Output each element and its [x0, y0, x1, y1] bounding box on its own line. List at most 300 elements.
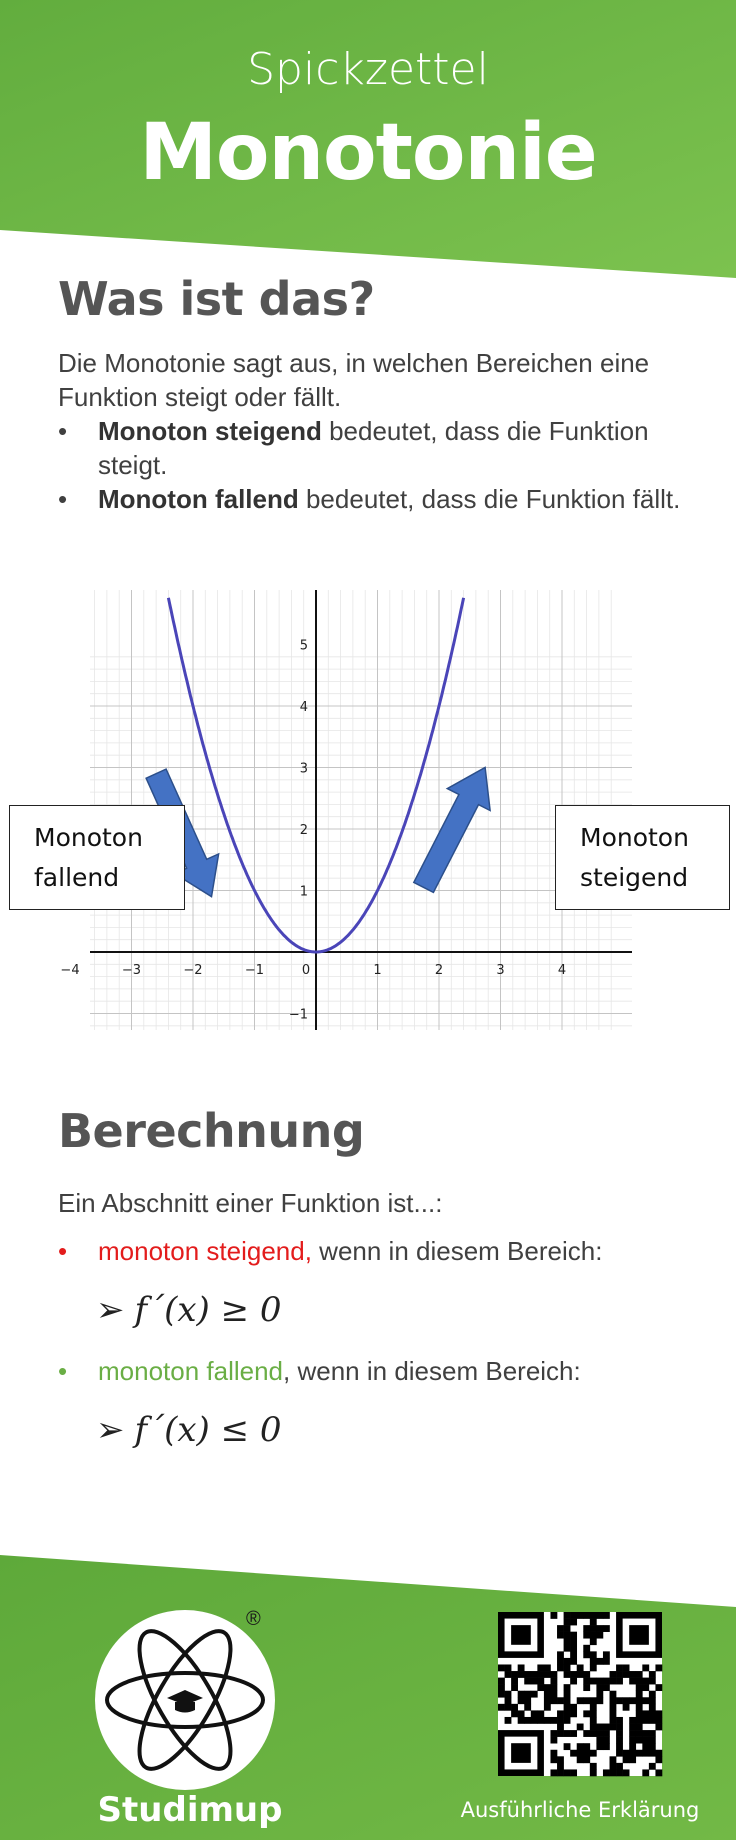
qr-module: [655, 1756, 662, 1763]
qr-module: [550, 1756, 557, 1763]
qr-module: [629, 1750, 636, 1757]
qr-module: [603, 1625, 610, 1632]
qr-module: [636, 1730, 643, 1737]
qr-module: [623, 1756, 630, 1763]
qr-module: [590, 1612, 597, 1619]
header-subtitle: Spickzettel: [247, 44, 489, 95]
qr-module: [583, 1750, 590, 1757]
qr-module: [583, 1684, 590, 1691]
qr-module: [531, 1710, 538, 1717]
qr-module: [524, 1691, 531, 1698]
bullet-symbol: •: [58, 1356, 68, 1386]
qr-module: [629, 1671, 636, 1678]
qr-module: [616, 1697, 623, 1704]
qr-module: [616, 1743, 623, 1750]
qr-module: [564, 1658, 571, 1665]
qr-module: [629, 1756, 636, 1763]
qr-module: [557, 1651, 564, 1658]
callout-line: steigend: [580, 863, 689, 892]
qr-module: [623, 1671, 630, 1678]
qr-module: [636, 1684, 643, 1691]
qr-module: [557, 1658, 564, 1665]
intro-text: Die Monotonie sagt aus, in welchen Bereichen eine Funktion steigt oder fällt.: [58, 348, 650, 412]
qr-module: [537, 1710, 544, 1717]
qr-module: [557, 1632, 564, 1639]
qr-module: [655, 1684, 662, 1691]
bullet-text: , wenn in diesem Bereich:: [283, 1356, 581, 1386]
qr-module: [570, 1678, 577, 1685]
qr-module: [570, 1619, 577, 1626]
qr-module: [642, 1684, 649, 1691]
qr-module: [557, 1625, 564, 1632]
qr-module: [524, 1717, 531, 1724]
x-tick-label: −2: [183, 963, 203, 978]
qr-module: [564, 1638, 571, 1645]
qr-module: [649, 1710, 656, 1717]
bullet-text: bedeutet, dass die Funktion fällt.: [298, 484, 681, 514]
qr-module: [577, 1756, 584, 1763]
qr-module: [623, 1704, 630, 1711]
qr-module: [550, 1612, 557, 1619]
qr-module: [649, 1704, 656, 1711]
qr-module: [505, 1691, 512, 1698]
qr-module: [583, 1710, 590, 1717]
qr-module: [616, 1724, 623, 1731]
qr-module: [596, 1697, 603, 1704]
qr-module: [590, 1724, 597, 1731]
qr-module: [524, 1704, 531, 1711]
formula-text: f´(x) ≤ 0: [134, 1410, 282, 1450]
header-title: Monotonie: [139, 108, 597, 198]
qr-module: [655, 1717, 662, 1724]
x-tick-label: 3: [496, 963, 505, 978]
qr-module: [511, 1710, 518, 1717]
qr-module: [610, 1769, 617, 1776]
x-tick-label: −3: [121, 963, 142, 978]
y-tick-label: 1: [299, 884, 308, 900]
qr-module: [577, 1743, 584, 1750]
atom-icon: [95, 1610, 275, 1790]
qr-module: [629, 1743, 636, 1750]
qr-module: [524, 1697, 531, 1704]
qr-module: [570, 1632, 577, 1639]
qr-module: [629, 1697, 636, 1704]
arrow-bullet-icon: ➢: [96, 1290, 125, 1330]
qr-module: [583, 1645, 590, 1652]
qr-module: [616, 1737, 623, 1744]
qr-module: [636, 1697, 643, 1704]
qr-module: [577, 1664, 584, 1671]
qr-module: [570, 1671, 577, 1678]
qr-module: [655, 1724, 662, 1731]
qr-module: [610, 1671, 617, 1678]
qr-module: [603, 1743, 610, 1750]
qr-module: [550, 1697, 557, 1704]
qr-module: [610, 1691, 617, 1698]
qr-module: [583, 1625, 590, 1632]
qr-module: [610, 1678, 617, 1685]
qr-module: [629, 1724, 636, 1731]
x-tick-label: 2: [434, 963, 444, 978]
formula-text: f´(x) ≥ 0: [134, 1290, 282, 1330]
qr-module: [649, 1678, 656, 1685]
qr-module: [557, 1756, 564, 1763]
qr-module: [564, 1664, 571, 1671]
qr-module: [583, 1671, 590, 1678]
qr-module: [537, 1671, 544, 1678]
x-tick-label: 1: [373, 963, 382, 978]
qr-module: [518, 1671, 525, 1678]
qr-module: [642, 1697, 649, 1704]
qr-module: [550, 1737, 557, 1744]
registered-mark: ®: [246, 1608, 261, 1630]
qr-module: [557, 1769, 564, 1776]
qr-module: [505, 1664, 512, 1671]
qr-module: [570, 1704, 577, 1711]
qr-module: [590, 1651, 597, 1658]
qr-module: [649, 1697, 656, 1704]
qr-module: [655, 1710, 662, 1717]
qr-module: [577, 1671, 584, 1678]
qr-module: [564, 1619, 571, 1626]
qr-module: [623, 1769, 630, 1776]
qr-module: [642, 1710, 649, 1717]
qr-module: [577, 1724, 584, 1731]
qr-module: [636, 1737, 643, 1744]
qr-module: [616, 1769, 623, 1776]
qr-module: [649, 1691, 656, 1698]
qr-module: [557, 1730, 564, 1737]
qr-module: [655, 1664, 662, 1671]
qr-module: [616, 1717, 623, 1724]
qr-module: [590, 1730, 597, 1737]
qr-module: [550, 1678, 557, 1685]
y-tick-label: 5: [299, 638, 308, 654]
qr-module: [564, 1717, 571, 1724]
qr-module: [564, 1645, 571, 1652]
qr-module: [590, 1769, 597, 1776]
callout-line: Monoton: [34, 823, 143, 852]
qr-module: [636, 1678, 643, 1685]
qr-module: [596, 1625, 603, 1632]
studimup-logo: [95, 1610, 275, 1790]
qr-module: [511, 1704, 518, 1711]
qr-module: [610, 1756, 617, 1763]
qr-module: [544, 1691, 551, 1698]
qr-module: [596, 1658, 603, 1665]
qr-module: [498, 1704, 505, 1711]
qr-module: [642, 1737, 649, 1744]
qr-module: [570, 1710, 577, 1717]
qr-module: [603, 1651, 610, 1658]
callout-monoton-steigend: [555, 805, 730, 910]
qr-module: [610, 1717, 617, 1724]
qr-module: [603, 1724, 610, 1731]
qr-module: [557, 1697, 564, 1704]
qr-module: [583, 1678, 590, 1685]
qr-module: [505, 1671, 512, 1678]
y-tick-label: 3: [299, 761, 308, 777]
bullet-symbol: •: [58, 484, 68, 514]
x-tick-label: −4: [60, 963, 80, 978]
bullet-text: wenn in diesem Bereich:: [311, 1236, 603, 1266]
qr-module: [537, 1664, 544, 1671]
qr-module: [564, 1697, 571, 1704]
qr-module: [649, 1743, 656, 1750]
qr-module: [544, 1704, 551, 1711]
qr-module: [636, 1750, 643, 1757]
qr-module: [590, 1678, 597, 1685]
bullet-bold-text: Monoton steigend: [98, 416, 322, 446]
qr-module: [603, 1684, 610, 1691]
qr-module: [590, 1619, 597, 1626]
qr-module: [531, 1678, 538, 1685]
qr-module: [505, 1717, 512, 1724]
qr-module: [590, 1658, 597, 1665]
qr-module: [629, 1717, 636, 1724]
qr-module: [623, 1664, 630, 1671]
qr-module: [649, 1717, 656, 1724]
qr-module: [596, 1737, 603, 1744]
qr-module: [583, 1612, 590, 1619]
qr-module: [649, 1750, 656, 1757]
arrow-up-icon: [414, 768, 490, 893]
qr-module: [498, 1684, 505, 1691]
qr-module: [642, 1730, 649, 1737]
qr-module: [603, 1678, 610, 1685]
qr-module: [642, 1717, 649, 1724]
qr-module: [590, 1750, 597, 1757]
y-tick-label: 2: [299, 823, 308, 838]
qr-module: [590, 1632, 597, 1639]
qr-module: [596, 1678, 603, 1685]
y-tick-label: −1: [288, 1007, 308, 1023]
qr-code[interactable]: [498, 1612, 662, 1776]
qr-module: [537, 1717, 544, 1724]
qr-module: [557, 1710, 564, 1717]
qr-module: [596, 1612, 603, 1619]
formula-decreasing: [96, 1410, 282, 1450]
qr-module: [557, 1664, 564, 1671]
bullet-text: bedeutet, dass die Funktion steigt.: [98, 416, 649, 480]
qr-module: [596, 1730, 603, 1737]
callout-line: Monoton: [580, 823, 689, 852]
qr-module: [636, 1671, 643, 1678]
qr-module: [616, 1678, 623, 1685]
colored-term: monoton steigend,: [98, 1236, 312, 1266]
qr-module: [557, 1717, 564, 1724]
bullet-bold-text: Monoton fallend: [98, 484, 299, 514]
qr-caption: Ausführliche Erklärung: [460, 1798, 700, 1822]
qr-module: [590, 1625, 597, 1632]
qr-module: [583, 1756, 590, 1763]
qr-module: [550, 1671, 557, 1678]
qr-module: [518, 1691, 525, 1698]
qr-module: [564, 1691, 571, 1698]
qr-module: [498, 1678, 505, 1685]
qr-module: [537, 1678, 544, 1685]
qr-module: [590, 1763, 597, 1770]
brand-name: Studimup: [97, 1790, 283, 1830]
qr-module: [590, 1704, 597, 1711]
qr-module: [564, 1730, 571, 1737]
qr-module: [603, 1730, 610, 1737]
qr-module: [623, 1697, 630, 1704]
qr-module: [583, 1651, 590, 1658]
qr-module: [518, 1697, 525, 1704]
qr-module: [590, 1664, 597, 1671]
bullet-symbol: •: [58, 416, 68, 446]
qr-module: [642, 1678, 649, 1685]
qr-module: [564, 1684, 571, 1691]
qr-module: [564, 1710, 571, 1717]
qr-module: [649, 1763, 656, 1770]
qr-module: [583, 1697, 590, 1704]
qr-module: [590, 1717, 597, 1724]
qr-module: [636, 1724, 643, 1731]
qr-module: [577, 1612, 584, 1619]
qr-module: [616, 1763, 623, 1770]
qr-module: [564, 1632, 571, 1639]
qr-module: [577, 1750, 584, 1757]
qr-module: [590, 1697, 597, 1704]
qr-module: [636, 1717, 643, 1724]
qr-module: [564, 1671, 571, 1678]
qr-module: [498, 1691, 505, 1698]
qr-module: [570, 1658, 577, 1665]
qr-module: [518, 1664, 525, 1671]
qr-module: [583, 1730, 590, 1737]
qr-module: [531, 1691, 538, 1698]
qr-module: [649, 1671, 656, 1678]
qr-module: [649, 1737, 656, 1744]
qr-module: [649, 1730, 656, 1737]
qr-module: [550, 1730, 557, 1737]
qr-module: [616, 1671, 623, 1678]
qr-module: [511, 1684, 518, 1691]
qr-module: [544, 1664, 551, 1671]
qr-module: [550, 1769, 557, 1776]
x-tick-label: 0: [301, 963, 311, 978]
qr-module: [655, 1769, 662, 1776]
qr-module: [603, 1658, 610, 1665]
qr-module: [629, 1678, 636, 1685]
qr-module: [531, 1671, 538, 1678]
qr-module: [544, 1671, 551, 1678]
qr-module: [629, 1730, 636, 1737]
qr-module: [544, 1684, 551, 1691]
x-tick-label: 4: [557, 963, 567, 978]
colored-term: monoton fallend: [98, 1356, 284, 1386]
qr-module: [564, 1769, 571, 1776]
qr-module: [557, 1724, 564, 1731]
arrow-bullet-icon: ➢: [96, 1410, 125, 1450]
qr-module: [642, 1769, 649, 1776]
qr-module: [570, 1730, 577, 1737]
qr-module: [537, 1684, 544, 1691]
qr-module: [636, 1710, 643, 1717]
qr-module: [636, 1691, 643, 1698]
qr-module: [570, 1651, 577, 1658]
qr-module: [590, 1710, 597, 1717]
qr-module: [642, 1750, 649, 1757]
qr-module: [505, 1697, 512, 1704]
qr-module: [610, 1704, 617, 1711]
qr-module: [550, 1750, 557, 1757]
qr-module: [518, 1710, 525, 1717]
qr-module: [557, 1763, 564, 1770]
qr-module: [590, 1638, 597, 1645]
formula-increasing: [96, 1290, 282, 1330]
qr-module: [596, 1691, 603, 1698]
qr-module: [544, 1697, 551, 1704]
qr-module: [550, 1717, 557, 1724]
calc-intro-text: Ein Abschnitt einer Funktion ist...:: [58, 1188, 443, 1218]
qr-module: [610, 1763, 617, 1770]
qr-module: [570, 1612, 577, 1619]
qr-module: [550, 1691, 557, 1698]
qr-module: [570, 1769, 577, 1776]
qr-module: [655, 1750, 662, 1757]
qr-module: [577, 1697, 584, 1704]
qr-module: [564, 1704, 571, 1711]
qr-module: [570, 1645, 577, 1652]
qr-module: [531, 1717, 538, 1724]
bullet-symbol: •: [58, 1236, 68, 1266]
qr-module: [550, 1684, 557, 1691]
qr-module: [629, 1737, 636, 1744]
qr-module: [564, 1625, 571, 1632]
qr-module: [583, 1632, 590, 1639]
qr-module: [596, 1743, 603, 1750]
qr-module: [570, 1638, 577, 1645]
y-tick-label: 4: [299, 700, 308, 715]
qr-module: [603, 1612, 610, 1619]
qr-module: [642, 1664, 649, 1671]
qr-module: [596, 1724, 603, 1731]
qr-module: [511, 1671, 518, 1678]
qr-module: [610, 1697, 617, 1704]
callout-monoton-fallend: [9, 805, 185, 910]
qr-module: [610, 1710, 617, 1717]
qr-module: [642, 1743, 649, 1750]
qr-module: [544, 1717, 551, 1724]
qr-module: [583, 1743, 590, 1750]
qr-module: [616, 1664, 623, 1671]
qr-module: [603, 1769, 610, 1776]
qr-module: [518, 1717, 525, 1724]
qr-module: [498, 1664, 505, 1671]
qr-module: [511, 1678, 518, 1685]
section-heading-intro: Was ist das?: [58, 272, 375, 326]
qr-module: [596, 1632, 603, 1639]
qr-module: [616, 1730, 623, 1737]
qr-module: [596, 1684, 603, 1691]
qr-module: [524, 1671, 531, 1678]
qr-module: [623, 1750, 630, 1757]
x-tick-label: −1: [244, 963, 265, 978]
callout-line: fallend: [34, 863, 120, 892]
qr-module: [524, 1678, 531, 1685]
qr-module: [570, 1750, 577, 1757]
section-heading-calc: Berechnung: [58, 1104, 365, 1158]
qr-module: [505, 1704, 512, 1711]
qr-module: [636, 1704, 643, 1711]
qr-module: [564, 1743, 571, 1750]
qr-module: [564, 1612, 571, 1619]
qr-module: [610, 1724, 617, 1731]
qr-module: [603, 1737, 610, 1744]
